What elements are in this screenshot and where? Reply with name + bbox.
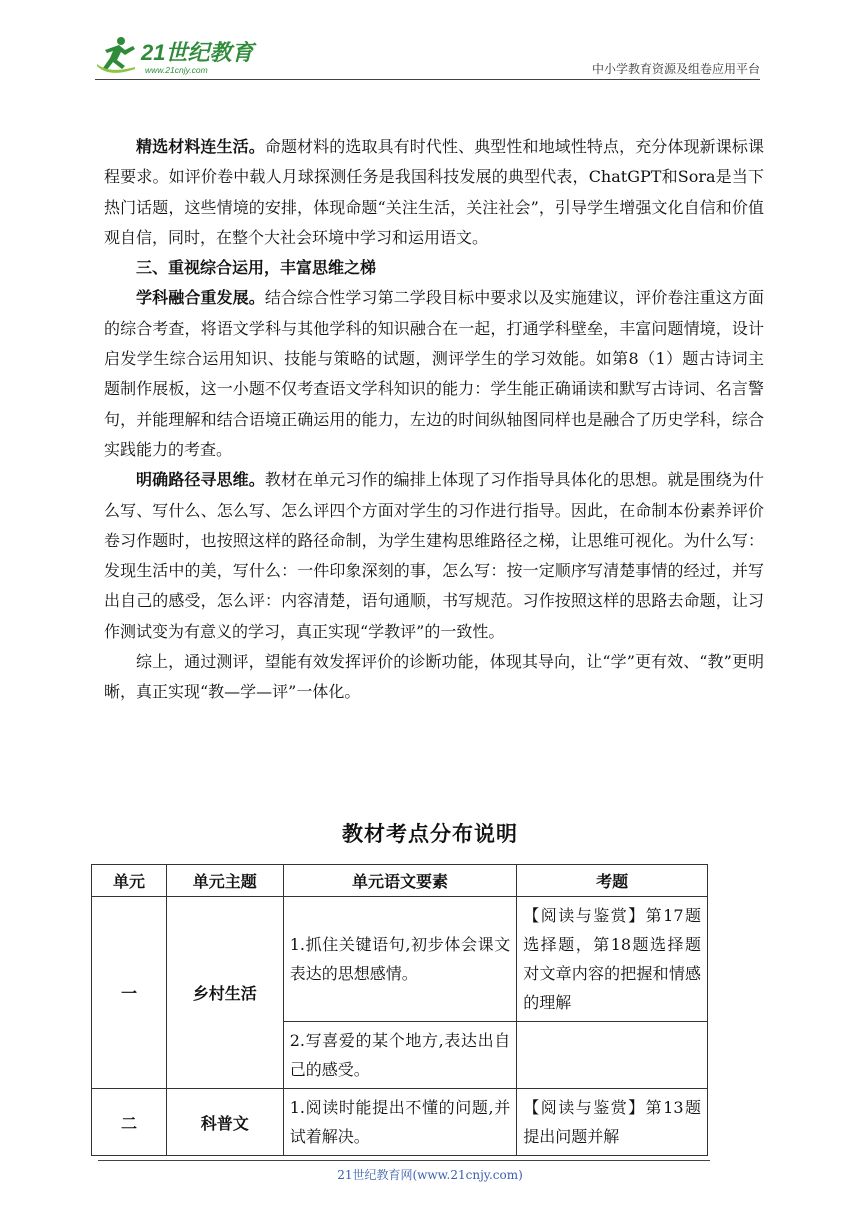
element-cell: 1.抓住关键语句,初步体会课文表达的思想感情。	[283, 897, 517, 1022]
logo-text: 21世纪教育	[141, 40, 254, 65]
column-header: 单元主题	[166, 865, 283, 897]
paragraph-thinking	[104, 465, 764, 647]
exam-cell: 【阅读与鉴赏】第17题选择题，第18题选择题对文章内容的把握和情感的理解	[517, 897, 708, 1022]
page-header	[95, 30, 760, 80]
site-logo[interactable]	[95, 34, 265, 76]
element-cell: 2.写喜爱的某个地方,表达出自己的感受。	[283, 1022, 517, 1089]
header-divider	[95, 79, 760, 80]
exam-cell	[517, 1022, 708, 1089]
paragraph-lead: 学科融合重发展。	[136, 288, 265, 308]
paragraph-lead: 精选材料连生活。	[136, 137, 265, 156]
paragraph-lead: 明确路径寻思维。	[136, 470, 265, 490]
platform-name: 中小学教育资源及组卷应用平台	[591, 62, 760, 76]
table-title: 教材考点分布说明	[342, 821, 518, 846]
section-heading: 三、重视综合运用，丰富思维之梯	[136, 258, 377, 278]
table-header-row	[92, 865, 708, 897]
paragraph-summary	[104, 647, 764, 708]
footer-link[interactable]: 21世纪教育网(www.21cnjy.com)	[337, 1168, 523, 1182]
column-header: 考题	[517, 865, 708, 897]
paragraph-text: 结合综合性学习第二学段目标中要求以及实施建议，评价卷注重这方面的综合考查，将语文学科与其他学科的知识融合在一起，打通学科壁垒，丰富问题情境，设计启发学生综合运用知识、技能与策略的试题，测评学生的学习效能。如第8（1）题古诗词主题制作展板，这一小题不仅考查语文学科知识的能力：学生能正确诵读和默写古诗词、名言警句，并能理解和结合语境正确运用的能力，左边的时间纵轴图同样也是融合了历史学科，综合实践能力的考查。	[104, 288, 764, 459]
paragraph-integration	[104, 283, 764, 465]
theme-cell: 乡村生活	[166, 897, 283, 1089]
column-header: 单元	[92, 865, 167, 897]
unit-cell: 一	[92, 897, 167, 1089]
footer-divider	[98, 1160, 710, 1161]
column-header: 单元语文要素	[283, 865, 517, 897]
paragraph-text: 教材在单元习作的编排上体现了习作指导具体化的思想。就是围绕为什么写、写什么、怎么写、怎么评四个方面对学生的习作进行指导。因此，在命制本份素养评价卷习作题时，也按照这样的路径命制，为学生建构思维路径之梯，让思维可视化。为什么写：发现生活中的美，写什么：一件印象深刻的事，怎么写：按一定顺序写清楚事情的经过，并写出自己的感受，怎么评：内容清楚，语句通顺，书写规范。习作按照这样的思路去命题，让习作测试变为有意义的学习，真正实现“学教评”的一致性。	[104, 470, 764, 641]
paragraph-text: 命题材料的选取具有时代性、典型性和地域性特点，充分体现新课标课程要求。如评价卷中载人月球探测任务是我国科技发展的典型代表，ChatGPT和Sora是当下热门话题，这些情境的安排，体现命题“关注生活，关注社会”，引导学生增强文化自信和价值观自信，同时，在整个大社会环境中学习和运用语文。	[104, 137, 764, 247]
article-body	[104, 132, 764, 708]
theme-cell: 科普文	[166, 1089, 283, 1156]
exam-cell: 【阅读与鉴赏】第13题提出问题并解	[517, 1089, 708, 1156]
logo-url: www.21cnjy.com	[145, 65, 208, 75]
paragraph-materials	[104, 132, 764, 253]
paragraph-text: 综上，通过测评，望能有效发挥评价的诊断功能，体现其导向，让“学”更有效、“教”更明晰，真正实现“教—学—评”一体化。	[104, 652, 764, 702]
distribution-table	[91, 864, 708, 1156]
element-cell: 1.阅读时能提出不懂的问题,并试着解决。	[283, 1089, 517, 1156]
unit-cell: 二	[92, 1089, 167, 1156]
table-row	[92, 1089, 708, 1156]
logo-graphic	[95, 34, 265, 76]
table-row	[92, 897, 708, 1022]
